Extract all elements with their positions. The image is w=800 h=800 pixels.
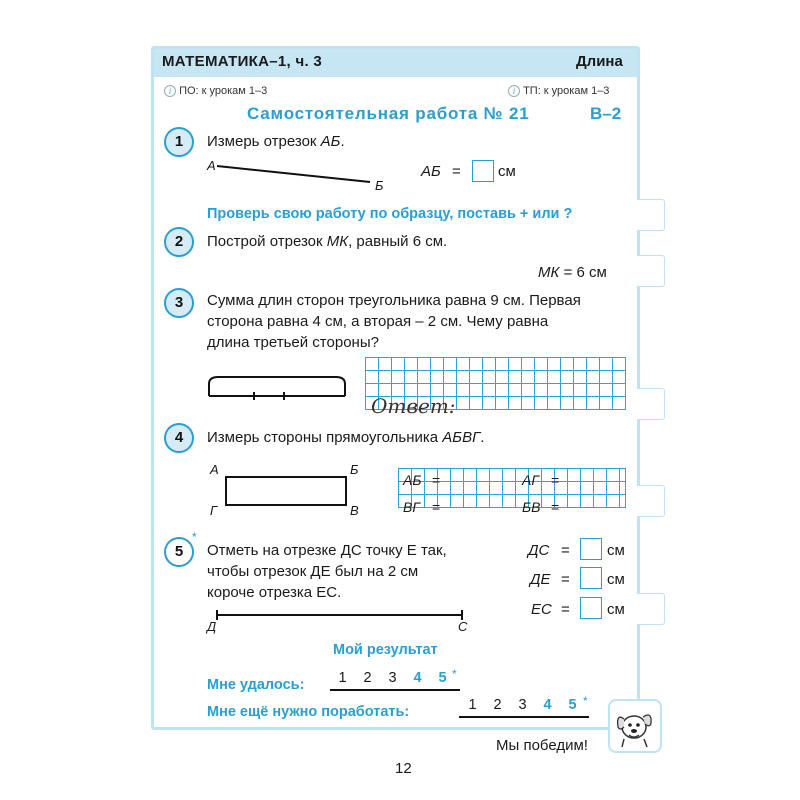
check-tab[interactable] — [637, 485, 665, 517]
task-5-star: * — [192, 530, 197, 544]
cell-bv: БВ — [522, 499, 541, 515]
task-4-text: Измерь стороны прямоугольника АБВГ. — [207, 429, 485, 446]
point-a-label: А — [207, 158, 216, 173]
task-number-3: 3 — [164, 288, 194, 318]
answer-mk: МК = 6 см — [538, 264, 607, 281]
answer-de-label: ДЕ — [530, 571, 551, 588]
scale-star: * — [583, 694, 588, 708]
cell-vg-eq: = — [432, 499, 441, 515]
segment-diagram — [206, 372, 351, 402]
cell-ag-eq: = — [551, 472, 560, 488]
cell-ab: АБ — [403, 472, 422, 488]
scale-value[interactable]: 3 — [388, 670, 397, 686]
result-row1-label: Мне удалось: — [207, 677, 305, 693]
segment-ab-line — [217, 166, 370, 182]
mascot-box — [608, 699, 662, 753]
answer-dc-box[interactable] — [580, 538, 602, 560]
task-number-5: 5 — [164, 537, 194, 567]
work-title: Самостоятельная работа № 21 — [247, 104, 530, 123]
cell-bv-eq: = — [551, 499, 560, 515]
result-scale-2 — [460, 697, 585, 713]
scale-value[interactable]: 3 — [518, 697, 527, 713]
answer-word: Ответ: — [371, 394, 456, 418]
info-icon: i — [164, 85, 176, 97]
check-tab[interactable] — [637, 388, 665, 420]
motto: Мы победим! — [496, 737, 588, 754]
corner-g-label: Г — [210, 503, 218, 518]
segment-ab — [205, 158, 385, 193]
answer-dc-label: ДС — [528, 542, 550, 559]
scale-underline — [330, 689, 460, 691]
segment-dc — [212, 607, 467, 627]
point-b-label: Б — [375, 178, 384, 193]
scale-star: * — [452, 667, 457, 681]
corner-a-label: А — [210, 462, 219, 477]
answer-ab-eq: = — [452, 163, 461, 180]
check-tab[interactable] — [637, 199, 665, 231]
task-5-line-2: чтобы отрезок ДЕ был на 2 см — [207, 563, 419, 580]
scale-value[interactable]: 1 — [468, 697, 477, 713]
result-scale-1 — [330, 670, 455, 686]
scale-value[interactable]: 4 — [543, 697, 552, 713]
left-note — [164, 85, 267, 97]
task-3-line-2: сторона равна 4 см, а вторая – 2 см. Чему равна — [207, 313, 549, 330]
corner-b-label: Б — [350, 462, 359, 477]
check-instruction: Проверь свою работу по образцу, поставь + или ? — [207, 206, 573, 222]
task-number-4: 4 — [164, 423, 194, 453]
answer-de-box[interactable] — [580, 567, 602, 589]
answer-ec-box[interactable] — [580, 597, 602, 619]
left-note-text: ПО: к урокам 1–3 — [179, 85, 268, 97]
answer-ec-eq: = — [561, 601, 570, 618]
point-c-label: С — [458, 619, 468, 634]
answer-dc-unit: см — [607, 542, 625, 559]
result-row2-label: Мне ещё нужно поработать: — [207, 704, 410, 720]
cell-vg: ВГ — [403, 499, 420, 515]
scale-value[interactable]: 5 — [438, 670, 447, 686]
task-5-line-3: короче отрезка ЕС. — [207, 584, 342, 601]
answer-ec-unit: см — [607, 601, 625, 618]
result-title: Мой результат — [333, 642, 438, 658]
scale-value[interactable]: 4 — [413, 670, 422, 686]
page-number: 12 — [395, 760, 412, 777]
task-3-line-1: Сумма длин сторон треугольника равна 9 см. Первая — [207, 292, 581, 309]
point-d-label: Д — [207, 619, 217, 634]
answer-ab-box[interactable] — [472, 160, 494, 182]
answer-de-unit: см — [607, 571, 625, 588]
right-note — [508, 85, 609, 97]
scale-value[interactable]: 5 — [568, 697, 577, 713]
variant-label: В–2 — [590, 104, 622, 123]
task-number-2: 2 — [164, 227, 194, 257]
scale-underline — [459, 716, 589, 718]
task-1-text: Измерь отрезок АБ. — [207, 133, 345, 150]
task-3-line-3: длина третьей стороны? — [207, 334, 379, 351]
scale-value[interactable]: 1 — [338, 670, 347, 686]
cell-ag: АГ — [522, 472, 539, 488]
corner-v-label: В — [350, 503, 359, 518]
rectangle-abvg — [225, 476, 347, 506]
answer-dc-eq: = — [561, 542, 570, 559]
task-number-1: 1 — [164, 127, 194, 157]
cell-ab-eq: = — [432, 472, 441, 488]
task-5-line-1: Отметь на отрезке ДС точку Е так, — [207, 542, 447, 559]
info-icon: i — [508, 85, 520, 97]
right-note-text: ТП: к урокам 1–3 — [523, 85, 610, 97]
answer-ab-unit: см — [498, 163, 516, 180]
answer-de-eq: = — [561, 571, 570, 588]
check-tab[interactable] — [637, 255, 665, 287]
check-tab[interactable] — [637, 593, 665, 625]
scale-value[interactable]: 2 — [363, 670, 372, 686]
dog-mascot-icon — [610, 701, 660, 751]
scale-value[interactable]: 2 — [493, 697, 502, 713]
task-2-text: Построй отрезок МК, равный 6 см. — [207, 233, 448, 250]
answer-ec-label: ЕС — [531, 601, 552, 618]
book-title: МАТЕМАТИКА–1, ч. 3 — [162, 53, 323, 70]
answer-ab-label: АБ — [421, 163, 441, 180]
topic-title: Длина — [576, 53, 623, 70]
